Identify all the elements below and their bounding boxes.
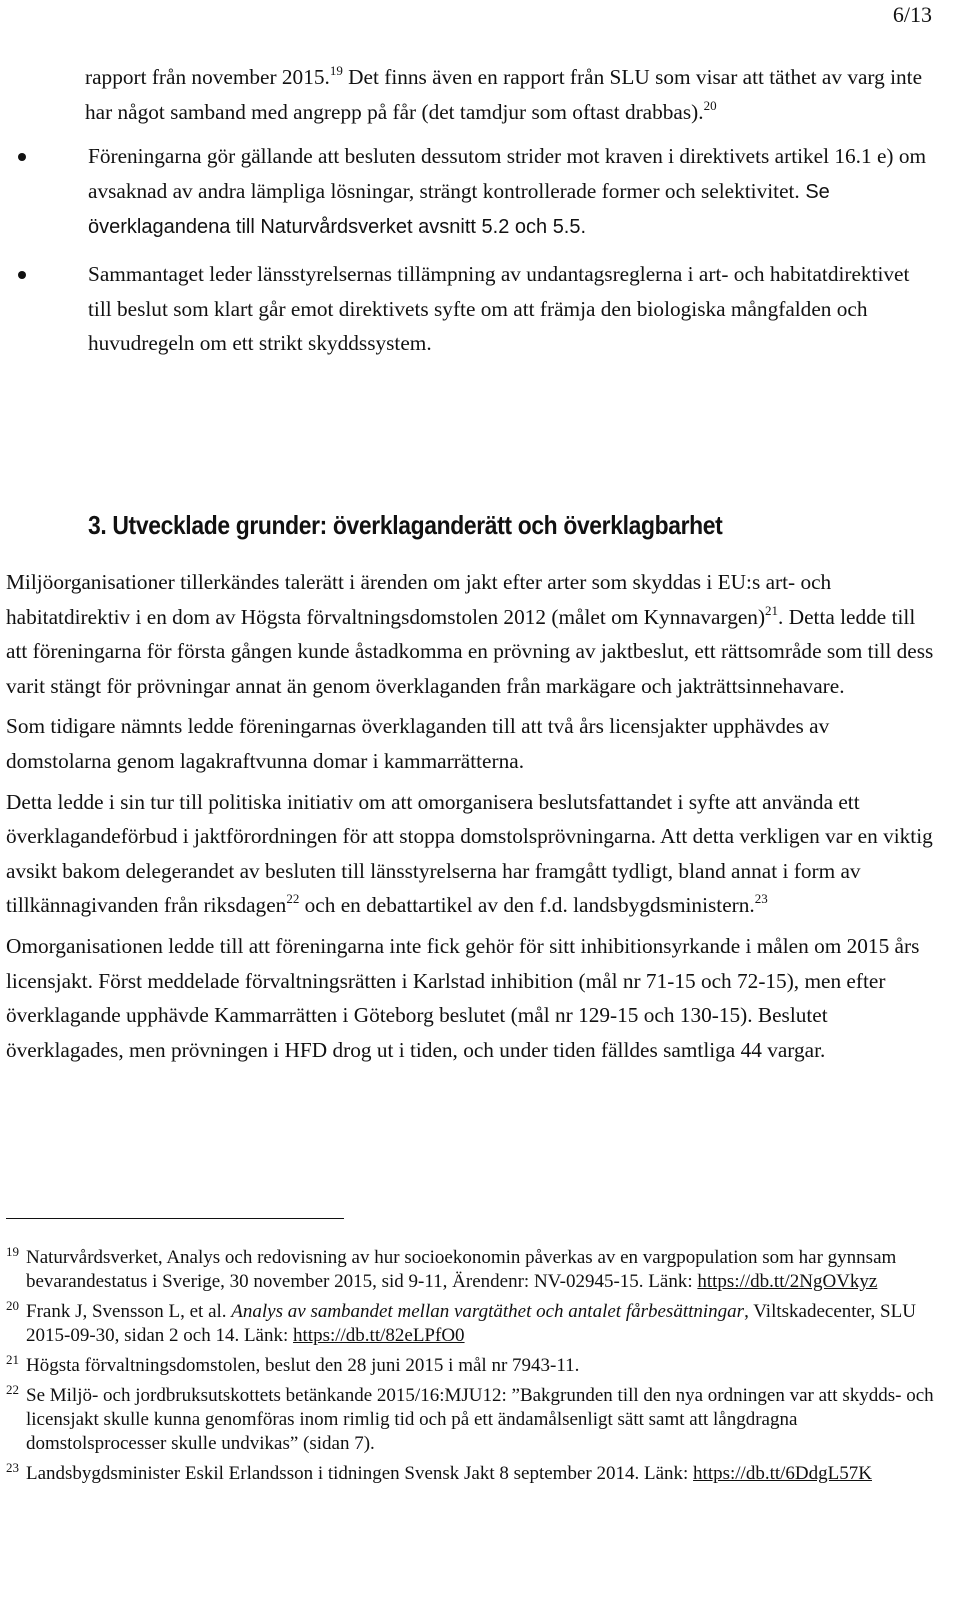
footnote-19	[6, 1246, 934, 1294]
bullet-dot-icon	[18, 153, 26, 161]
bullet-text	[88, 139, 934, 245]
intro-text-a: rapport från november 2015.	[85, 65, 330, 89]
footnote-text: Se Miljö- och jordbruksutskottets betänkande 2015/16:MJU12: ”Bakgrunden till den nya ordningen var att skydds- och licensjakt skulle kunna genomföras inom rimlig tid och på ett ändamålsenligt sätt samt att långdragna domstolsprocesser skulle undvikas” (sidan 7).	[26, 1385, 934, 1454]
bullet-item	[88, 257, 934, 361]
page-number: 6/13	[892, 2, 932, 27]
footnotes	[6, 1246, 934, 1492]
footnote-ref-23[interactable]: 23	[754, 891, 768, 907]
bullet-item	[88, 139, 934, 245]
paragraph-1-b: . Detta ledde till att föreningarna för första gången kunde åstadkomma en prövning av jaktbeslut, ett rättsområde som till dess varit stängt för prövningar annat än genom överklaganden från markägare och jakträttsinnehavare.	[6, 604, 934, 698]
bullet-text: Sammantaget leder länsstyrelsernas tillämpning av undantagsreglerna i art- och habitatdirektivet till beslut som klart går emot direktivets syfte om att främja den biologiska mångfalden och huvudregeln om ett strikt skyddssystem.	[88, 261, 910, 356]
paragraph-2: Som tidigare nämnts ledde föreningarnas överklaganden till att två års licensjakter upphävdes av domstolarna genom lagakraftvunna domar i kammarrätterna.	[6, 714, 830, 773]
footnote-link[interactable]: https://db.tt/6DdgL57K	[693, 1463, 872, 1484]
footnote-20	[6, 1300, 934, 1348]
paragraph-1-a: Miljöorganisationer tillerkändes talerätt i ärenden om jakt efter arter som skyddas i EU:s art- och habitatdirektiv i en dom av Högsta förvaltningsdomstolen 2012 (målet om Kynnavargen)	[6, 570, 832, 629]
bullet-text-b: Se överklagandena till Naturvårdsverket avsnitt 5.2 och 5.5.	[88, 180, 830, 239]
footnote-ref-19[interactable]: 19	[329, 63, 343, 78]
paragraph-1	[6, 565, 934, 703]
footnote-ref-21[interactable]: 21	[765, 602, 779, 618]
footnote-21	[6, 1354, 934, 1378]
footnote-text: Naturvårdsverket, Analys och redovisning av hur socioekonomin påverkas av en vargpopulation som har gynnsam bevarandestatus i Sverige, 30 november 2015, sid 9-11, Ärendenr: NV-02945-15. Länk:	[26, 1247, 897, 1292]
intro-paragraph	[85, 60, 934, 129]
section-heading: 3. Utvecklade grunder: överklaganderätt och överklagbarhet	[88, 510, 723, 540]
footnote-number: 21	[6, 1352, 19, 1367]
footnote-number: 23	[6, 1460, 19, 1475]
document-body	[6, 60, 934, 1062]
paragraph-3	[6, 785, 934, 923]
footnote-ref-22[interactable]: 22	[286, 891, 300, 907]
paragraph-4: Omorganisationen ledde till att föreningarna inte fick gehör för sitt inhibitionsyrkande i målen om 2015 års licensjakt. Först meddelade förvaltningsrätten i Karlstad inhibition (mål nr 71-15 och 72-15), men efter överklagande upphävde Kammarrätten i Göteborg beslutet (mål nr 129-15 och 130-15). Beslutet överklagades, men prövningen i HFD drog ut i tiden, och under tiden fälldes samtliga 44 vargar.	[6, 933, 920, 1062]
footnote-ref-20[interactable]: 20	[703, 97, 717, 113]
footnote-link[interactable]: https://db.tt/82eLPfO0	[293, 1325, 465, 1346]
footnote-22	[6, 1384, 934, 1456]
footnote-number: 20	[6, 1298, 19, 1313]
intro-text-b: Det finns även en rapport från SLU som visar att täthet av varg inte har något samband med angrepp på får (det tamdjur som oftast drabbas).	[85, 65, 923, 124]
footnote-text: Frank J, Svensson L, et al.	[26, 1301, 232, 1322]
section-body	[0, 565, 934, 1067]
paragraph-3-a: Detta ledde i sin tur till politiska initiativ om att omorganisera beslutsfattandet i syfte att använda ett överklagandeförbud i jaktförordningen för att stoppa domstolsprövningarna. Att detta verkligen var en viktig avsikt bakom delegerandet av besluten till länsstyrelserna har framgått tydligt, bland annat i form av tillkännagivanden från riksdagen	[6, 789, 933, 918]
footnote-text: Högsta förvaltningsdomstolen, beslut den 28 juni 2015 i mål nr 7943-11.	[26, 1355, 580, 1376]
footnote-text: , Viltskadecenter, SLU 2015-09-30, sidan 2 och 14. Länk:	[26, 1301, 916, 1346]
footnote-link[interactable]: https://db.tt/2NgOVkyz	[697, 1271, 878, 1292]
paragraph-3-b: och en debattartikel av den f.d. landsbygdsministern.	[299, 893, 755, 918]
footnote-number: 22	[6, 1382, 19, 1397]
bullet-text-a: Föreningarna gör gällande att besluten dessutom strider mot kraven i direktivets artikel 16.1 e) om avsaknad av andra lämpliga lösningar, strängt kontrollerade former och selektivitet.	[88, 144, 927, 203]
bullet-dot-icon	[18, 271, 26, 279]
footnote-number: 19	[6, 1244, 19, 1259]
bullet-list	[88, 139, 934, 361]
footnote-title: Analys av sambandet mellan vargtäthet och antalet fårbesättningar	[231, 1301, 745, 1322]
footnote-23	[6, 1462, 934, 1486]
footnote-text: Landsbygdsminister Eskil Erlandsson i tidningen Svensk Jakt 8 september 2014. Länk:	[26, 1463, 694, 1484]
footnote-divider	[6, 1218, 344, 1219]
